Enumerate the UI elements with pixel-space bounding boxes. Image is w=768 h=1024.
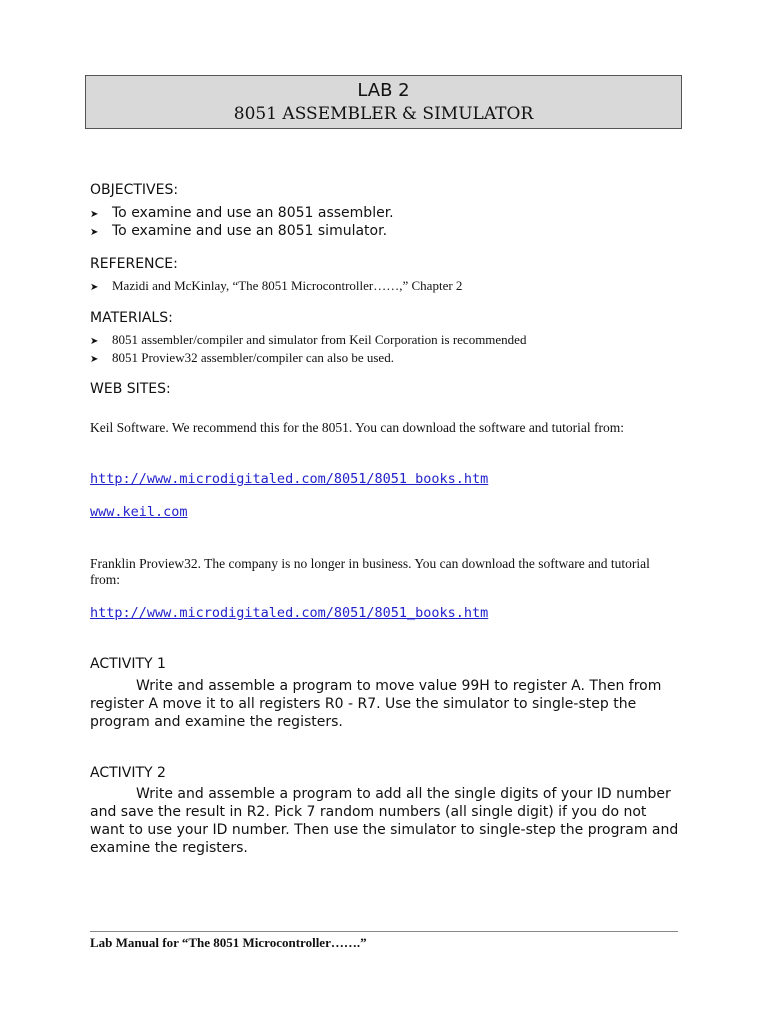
- lab-subtitle: 8051 ASSEMBLER & SIMULATOR: [233, 104, 534, 124]
- activity1-heading: ACTIVITY 1: [90, 656, 166, 672]
- objective-item: ➤ To examine and use an 8051 simulator.: [90, 223, 388, 239]
- arrow-bullet-icon: ➤: [90, 227, 99, 238]
- arrow-bullet-icon: ➤: [90, 209, 99, 220]
- keil-description: Keil Software. We recommend this for the 8051. You can download the software and tutorial from:: [90, 420, 625, 435]
- arrow-bullet-icon: ➤: [90, 336, 99, 347]
- keil-link[interactable]: www.keil.com: [90, 504, 188, 520]
- title-box: [85, 75, 682, 129]
- footer-divider: [90, 931, 678, 932]
- websites-heading: WEB SITES:: [90, 381, 171, 397]
- reference-heading: REFERENCE:: [90, 256, 178, 272]
- footer-text: Lab Manual for “The 8051 Microcontroller…….”: [90, 935, 367, 950]
- arrow-bullet-icon: ➤: [90, 354, 99, 365]
- microdigitaled-books-link[interactable]: http://www.microdigitaled.com/8051/8051_books.htm: [90, 605, 489, 621]
- objective-item: ➤ To examine and use an 8051 assembler.: [90, 205, 394, 221]
- material-item: ➤ 8051 assembler/compiler and simulator from Keil Corporation is recommended: [90, 332, 526, 350]
- franklin-description: Franklin Proview32. The company is no longer in business. You can download the software and tutorial from:: [90, 556, 650, 587]
- lab-title: LAB 2: [357, 80, 410, 101]
- microdigitaled-link[interactable]: http://www.microdigitaled.com/8051/8051 books.htm: [90, 471, 489, 487]
- material-item: ➤ 8051 Proview32 assembler/compiler can also be used.: [90, 350, 394, 368]
- activity2-heading: ACTIVITY 2: [90, 765, 166, 781]
- activity1-text: Write and assemble a program to move value 99H to register A. Then from register A move it to all registers R0 - R7. Use the simulator to single-step the program and examine the registers.: [90, 678, 662, 730]
- reference-item: ➤ Mazidi and McKinlay, “The 8051 Microcontroller……,” Chapter 2: [90, 278, 462, 296]
- materials-heading: MATERIALS:: [90, 310, 173, 326]
- objectives-heading: OBJECTIVES:: [90, 182, 179, 198]
- arrow-bullet-icon: ➤: [90, 282, 99, 293]
- activity2-text: Write and assemble a program to add all the single digits of your ID number and save the result in R2. Pick 7 random numbers (all single digit) if you do not want to use your ID number. Then use the simulator to single-step the program and examine the registers.: [90, 786, 679, 856]
